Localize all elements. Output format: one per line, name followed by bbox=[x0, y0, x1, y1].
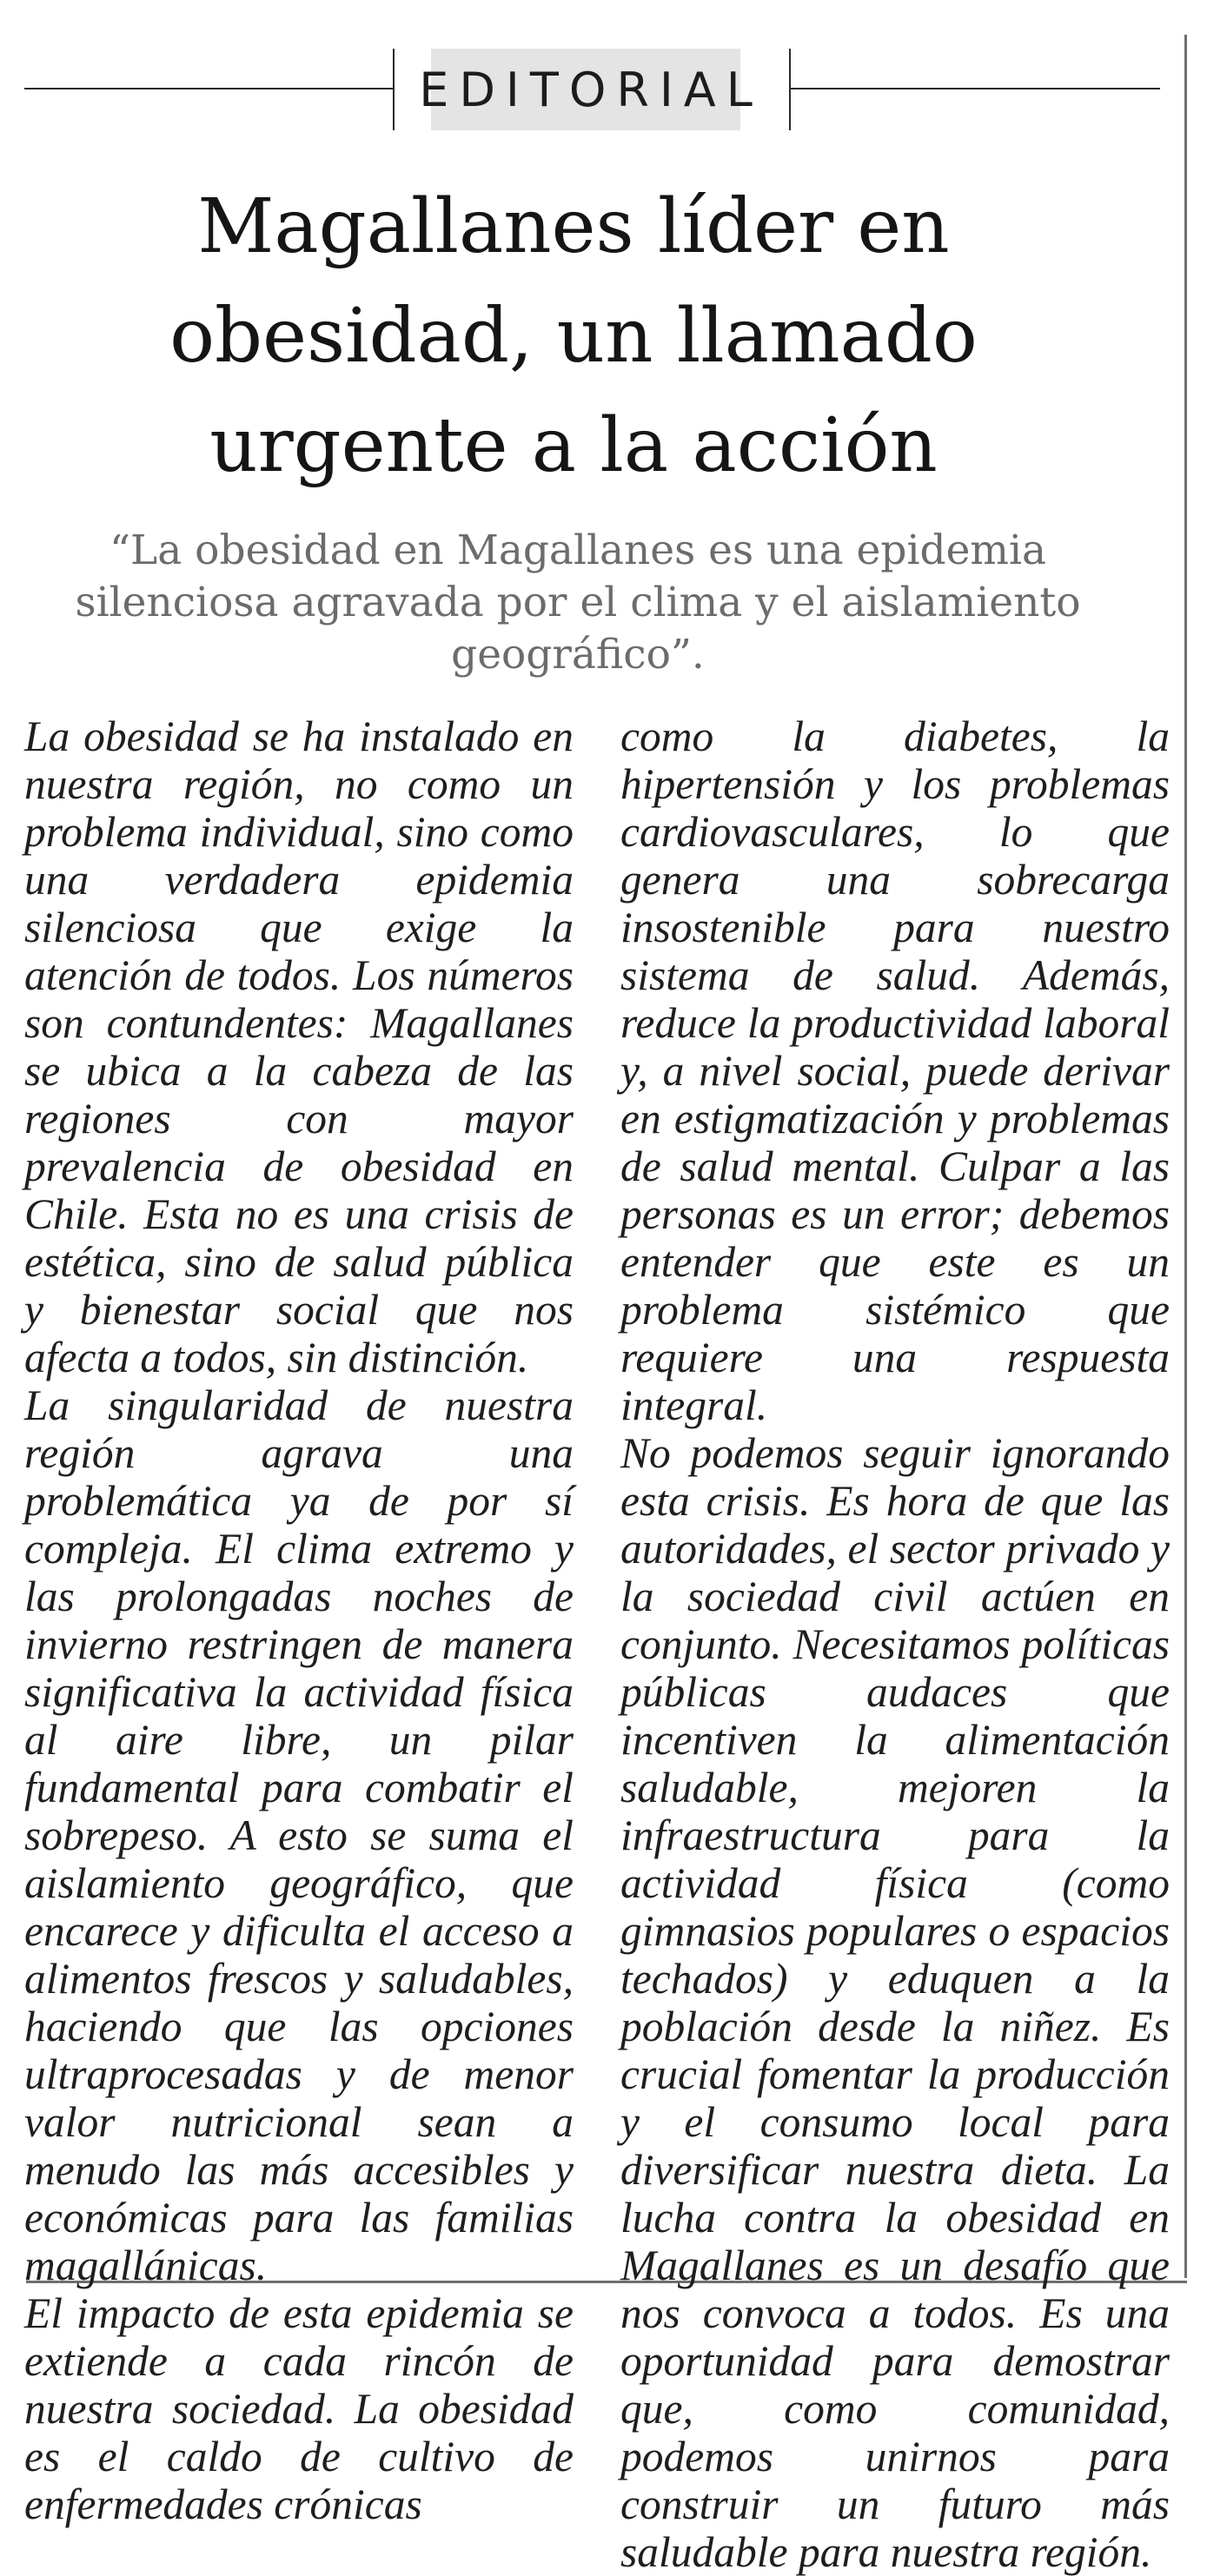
article-column-right bbox=[620, 712, 1170, 2576]
headline: Magallanes líder en obesidad, un llamado urgente a la acción bbox=[169, 183, 978, 489]
article-paragraph: La obesidad se ha instalado en nuestra región, no como un problema individual, sino como una verdadera epidemia silenciosa que exige la atención de todos. Los números son contundentes: Magallanes se ubica a la cabeza de las regiones con mayor prevalencia de obesidad en Chile. Esta no es una crisis de estética, sino de salud pública y bienestar social que nos afecta a todos, sin distinción. bbox=[24, 712, 574, 1381]
page-border-right bbox=[1184, 35, 1187, 2278]
article-paragraph: La singularidad de nuestra región agrava una problemática ya de por sí compleja. El clima extremo y las prolongadas noches de invierno restringen de manera significativa la actividad física al aire libre, un pilar fundamental para combatir el sobrepeso. A esto se suma el aislamiento geográfico, que encarece y dificulta el acceso a alimentos frescos y saludables, haciendo que las opciones ultraprocesadas y de menor valor nutricional sean a menudo las más accesibles y económicas para las familias magallánicas. bbox=[24, 1381, 574, 2289]
section-tick-right bbox=[789, 49, 791, 130]
section-rule-right bbox=[791, 88, 1160, 89]
article-paragraph: No podemos seguir ignorando esta crisis. Es hora de que las autoridades, el sector privado y la sociedad civil actúen en conjunto. Necesitamos políticas públicas audaces que incentiven la alimentación saludable, mejoren la infraestructura para la actividad física (como gimnasios populares o espacios techados) y eduquen a la población desde la niñez. Es crucial fomentar la producción y el consumo local para diversificar nuestra dieta. La lucha contra la obesidad en Magallanes es un desafío que nos convoca a todos. Es una oportunidad para demostrar que, como comunidad, podemos unirnos para construir un futuro más saludable para nuestra región. bbox=[620, 1429, 1170, 2576]
article-paragraph: como la diabetes, la hipertensión y los problemas cardiovasculares, lo que genera una sobrecarga insostenible para nuestro sistema de salud. Además, reduce la productividad laboral y, a nivel social, puede derivar en estigmatización y problemas de salud mental. Culpar a las personas es un error; debemos entender que este es un problema sistémico que requiere una respuesta integral. bbox=[620, 712, 1170, 1429]
article-column-left bbox=[24, 712, 574, 2528]
subheadline-quote: “La obesidad en Magallanes es una epidemia silenciosa agravada por el clima y el aislamiento geográfico”. bbox=[75, 526, 1081, 679]
article-paragraph: El impacto de esta epidemia se extiende a cada rincón de nuestra sociedad. La obesidad es el caldo de cultivo de enfermedades crónicas bbox=[24, 2289, 574, 2528]
section-rule-left bbox=[24, 88, 394, 89]
section-tick-left bbox=[393, 49, 395, 130]
section-label: EDITORIAL bbox=[431, 49, 740, 130]
